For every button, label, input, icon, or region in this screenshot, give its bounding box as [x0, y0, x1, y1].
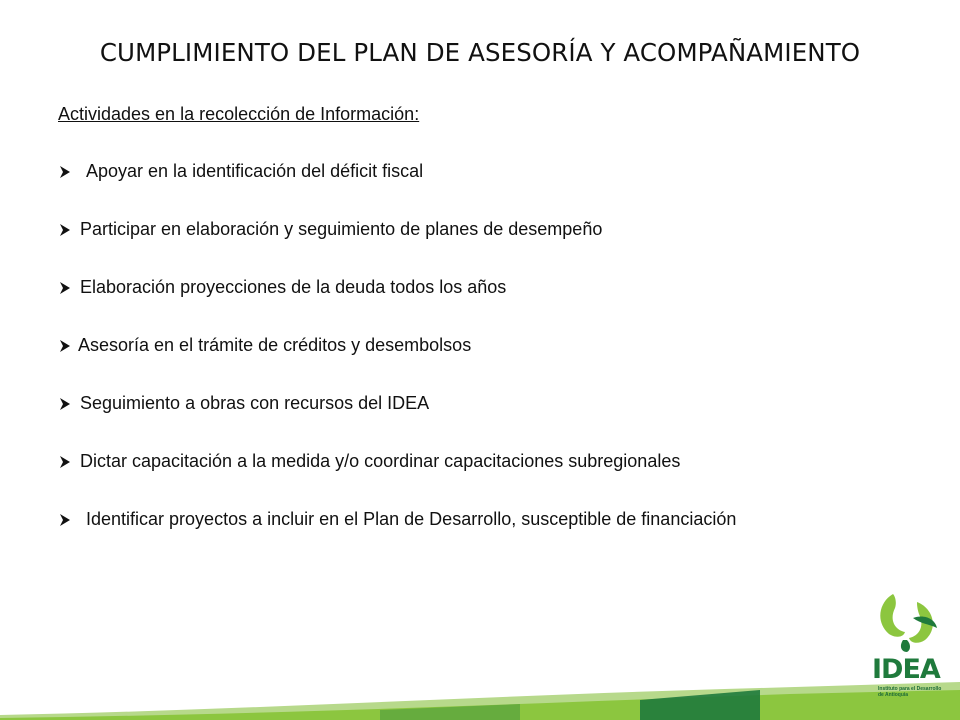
bullet-text: Apoyar en la identificación del déficit fiscal: [86, 161, 424, 181]
arrow-bullet-icon: [58, 455, 72, 469]
slide-title: CUMPLIMIENTO DEL PLAN DE ASESORÍA Y ACOMPAÑAMIENTO: [99, 38, 861, 67]
bullet-item: [58, 506, 908, 533]
bullet-item: [58, 448, 908, 475]
arrow-bullet-icon: [58, 397, 72, 411]
bullet-text: Seguimiento a obras con recursos del IDEA: [80, 393, 430, 413]
bullet-text: Asesoría en el trámite de créditos y desembolsos: [78, 335, 472, 355]
arrow-bullet-icon: [58, 223, 72, 237]
logo-wordmark: IDEA: [872, 654, 940, 685]
arrow-bullet-icon: [58, 281, 72, 295]
logo-tagline: Instituto para el Desarrollo de Antioquia: [878, 686, 942, 698]
bullet-item: [58, 390, 908, 417]
bullet-text: Elaboración proyecciones de la deuda todos los años: [80, 277, 507, 297]
bullet-text: Dictar capacitación a la medida y/o coordinar capacitaciones subregionales: [80, 451, 681, 471]
section-subtitle: Actividades en la recolección de Información:: [58, 104, 420, 124]
arrow-bullet-icon: [58, 339, 72, 353]
bullet-item: [58, 332, 908, 359]
bullet-text: Participar en elaboración y seguimiento de planes de desempeño: [80, 219, 603, 239]
arrow-bullet-icon: [58, 165, 72, 179]
bullet-item: [58, 158, 908, 185]
footer-decorative-band: [0, 660, 960, 720]
bullet-item: [58, 216, 908, 243]
arrow-bullet-icon: [58, 513, 72, 527]
bullet-text: Identificar proyectos a incluir en el Plan de Desarrollo, susceptible de financiación: [86, 509, 737, 529]
bullet-item: [58, 274, 908, 301]
